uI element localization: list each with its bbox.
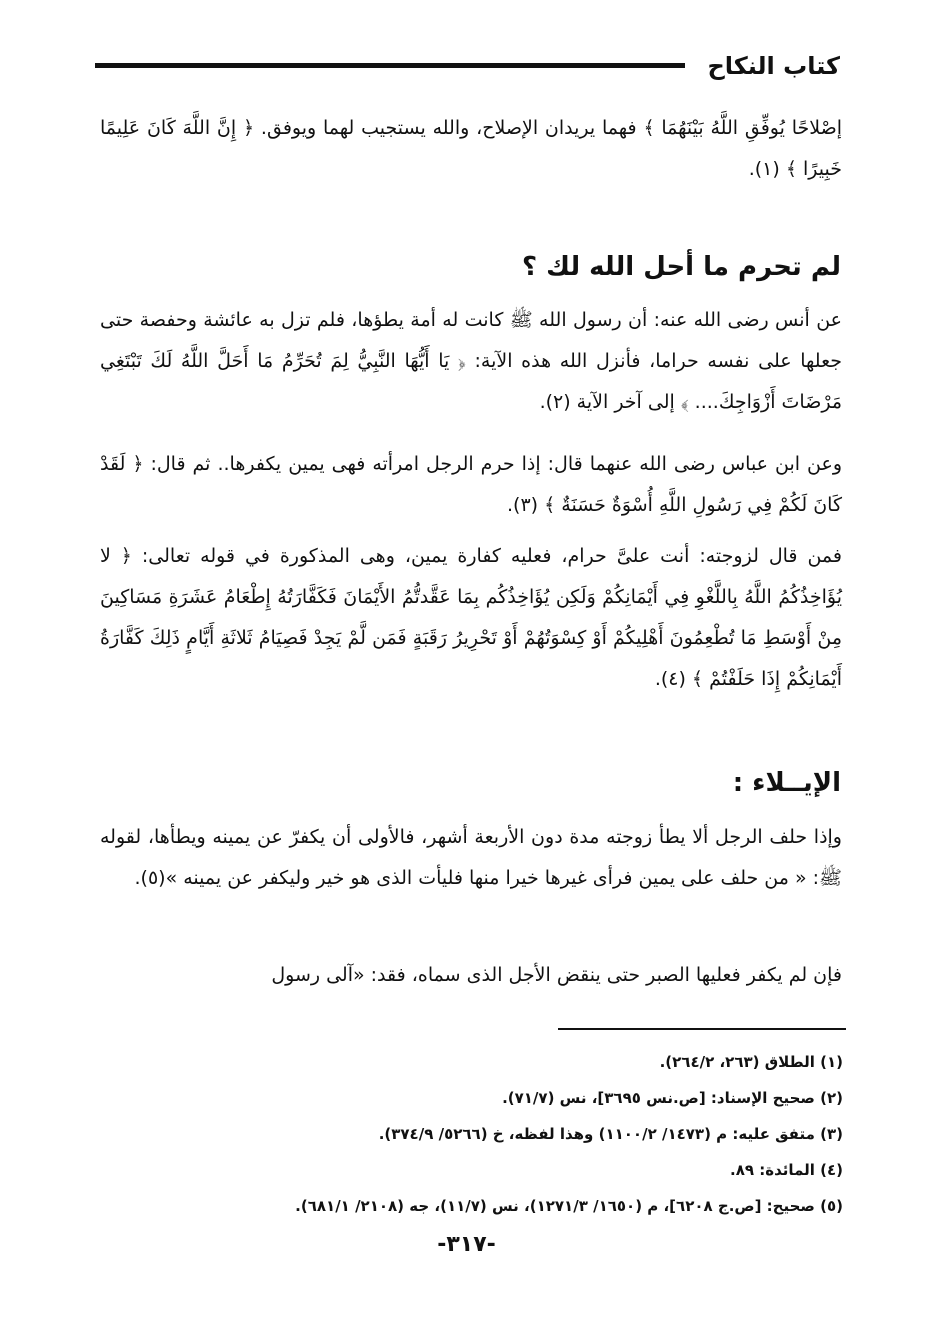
footnote-5: (٥) صحيح: [ص.ج ٦٢٠٨]، م (١٦٥٠/ ١٢٧١/٣)، نس (١١/٧)، جه (٢١٠٨/ ٦٨١/١). bbox=[295, 1197, 843, 1215]
paragraph-6: فإن لم يكفر فعليها الصبر حتى ينقض الأجل الذى سماه، فقد: «آلى رسول bbox=[271, 964, 842, 986]
page-number: -٣١٧- bbox=[437, 1232, 496, 1257]
paragraph-5: وإذا حلف الرجل ألا يطأ زوجته مدة دون الأربعة أشهر، فالأولى أن يكفرّ عن يمينه ويطأها، لقوله ﷺ: « من حلف على يمين فرأى غيرها خيرا منها فليأت الذى هو خير وليكفر عن يمينه »(٥). bbox=[100, 826, 842, 889]
paragraph-3: وعن ابن عباس رضى الله عنهما قال: إذا حرم الرجل امرأته فهى يمين يكفرها.. ثم قال: ﴿ لَقَدْ كَانَ لَكُمْ فِي رَسُولِ اللَّهِ أُسْوَةٌ حَسَنَةٌ ﴾ (٣). bbox=[100, 453, 842, 516]
footnote-separator bbox=[558, 1028, 846, 1030]
footnote-3: (٣) متفق عليه: م (١٤٧٣/ ١١٠٠/٢) وهذا لفظه، خ (٥٢٦٦/ ٣٧٤/٩). bbox=[378, 1125, 843, 1143]
paragraph-1: إصْلاحًا يُوفِّقِ اللَّهُ بَيْنَهُمَا ﴾ فهما يريدان الإصلاح، والله يستجيب لهما ويوفق. ﴿ إِنَّ اللَّهَ كَانَ عَلِيمًا خَبِيرًا ﴾ (١). bbox=[100, 117, 842, 180]
running-header bbox=[95, 48, 840, 84]
section-heading-2: الإيــلاء : bbox=[732, 768, 841, 798]
footnote-2: (٢) صحيح الإسناد: [ص.نس ٣٦٩٥]، نس (٧١/٧). bbox=[502, 1089, 843, 1107]
paragraph-2: عن أنس رضى الله عنه: أن رسول الله ﷺ كانت له أمة يطؤها، فلم تزل به عائشة وحفصة حتى جعلها على نفسه حراما، فأنزل الله هذه الآية: ﴿ يَا أَيُّهَا النَّبِيُّ لِمَ تُحَرِّمُ مَا أَحَلَّ اللَّهُ لَكَ تَبْتَغِي مَرْضَاتَ أَزْوَاجِكَ.... ﴾ إلى آخر الآية (٢). bbox=[100, 309, 842, 413]
section-heading-1: لم تحرم ما أحل الله لك ؟ bbox=[521, 252, 841, 282]
footnote-1: (١) الطلاق (٢٦٣، ٢٦٤/٢). bbox=[659, 1053, 843, 1071]
header-rule bbox=[95, 63, 685, 68]
footnotes bbox=[83, 1044, 843, 1224]
footnote-4: (٤) المائدة: ٨٩. bbox=[730, 1161, 843, 1179]
paragraph-4: فمن قال لزوجته: أنت علىَّ حرام، فعليه كفارة يمين، وهى المذكورة في قوله تعالى: ﴿ لا يُؤَاخِذُكُمُ اللَّهُ بِاللَّغْوِ فِي أَيْمَانِكُمْ وَلَكِن يُؤَاخِذُكُم بِمَا عَقَّدتُّمُ الأَيْمَانَ فَكَفَّارَتُهُ إِطْعَامُ عَشَرَةِ مَسَاكِينَ مِنْ أَوْسَطِ مَا تُطْعِمُونَ أَهْلِيكُمْ أَوْ كِسْوَتُهُمْ أَوْ تَحْرِيرُ رَقَبَةٍ فَمَن لَّمْ يَجِدْ فَصِيَامُ ثَلاثَةِ أَيَّامٍ ذَلِكَ كَفَّارَةُ أَيْمَانِكُمْ إِذَا حَلَفْتُمْ ﴾ (٤). bbox=[100, 545, 842, 690]
header-title: كتاب النكاح bbox=[707, 52, 840, 80]
